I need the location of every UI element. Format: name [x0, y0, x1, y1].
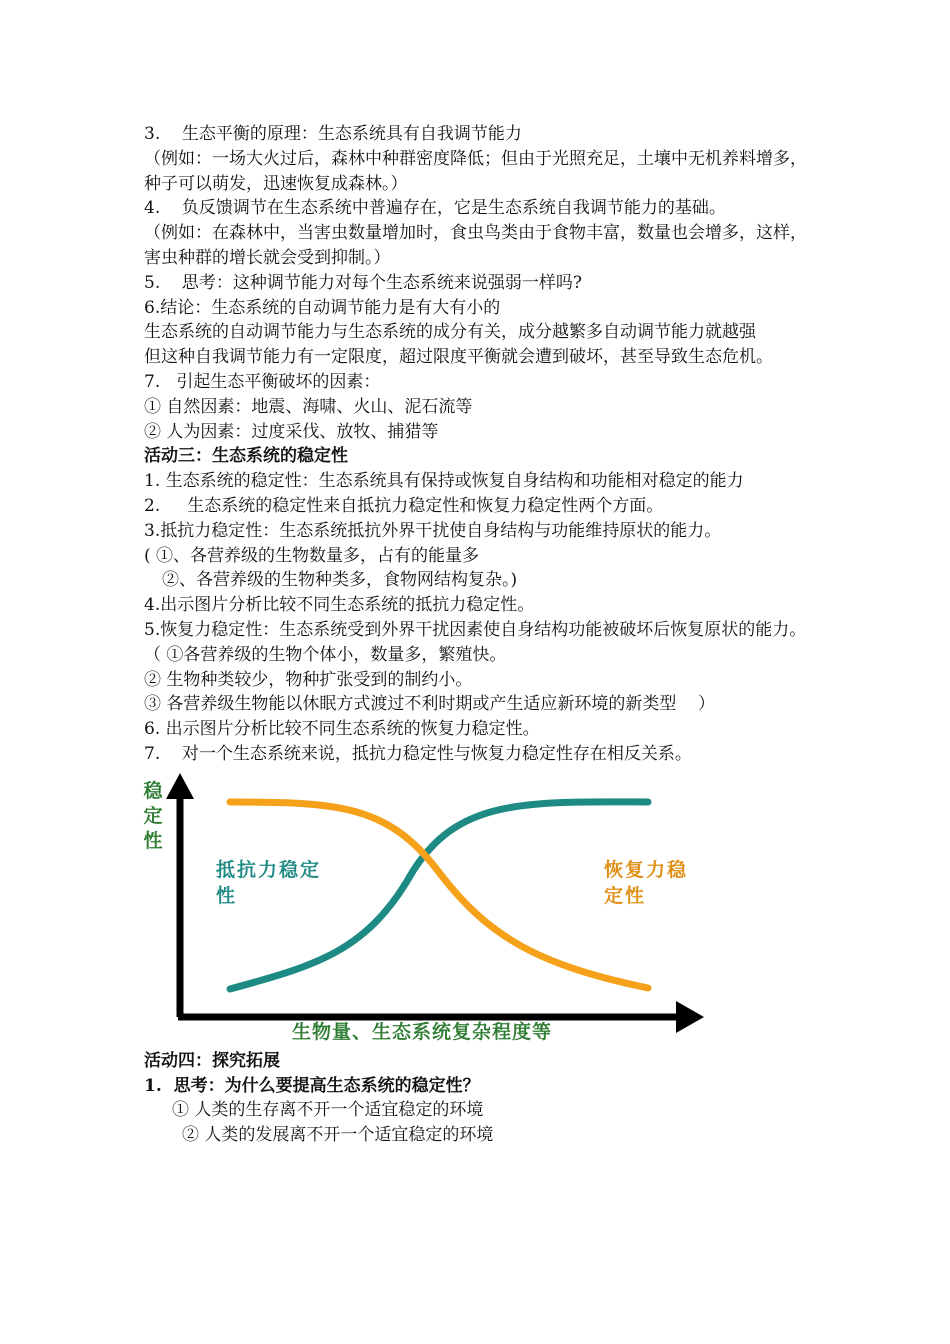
- answer-1: ① 人类的生存离不开一个适宜稳定的环境: [172, 1100, 484, 1121]
- answer-2: ② 人类的发展离不开一个适宜稳定的环境: [182, 1125, 494, 1146]
- resistance-curve-label: 抵抗力稳定性: [216, 858, 322, 907]
- paragraph-6: 6.结论：生态系统的自动调节能力是有大有小的: [144, 297, 501, 318]
- y-axis-label: 稳定性: [143, 779, 163, 852]
- activity-4-heading: 活动四：探究拓展: [144, 1050, 280, 1071]
- inverse-relation: 7. 对一个生态系统来说，抵抗力稳定性与恢复力稳定性存在相反关系。: [144, 743, 692, 764]
- stability-figure: [144, 771, 812, 1041]
- resistance-def: 3.抵抗力稳定性：生态系统抵抗外界干扰使自身结构与功能维持原状的能力。: [144, 520, 722, 541]
- factor-human: ② 人为因素：过度采伐、放牧、捕猎等: [144, 421, 439, 442]
- x-axis-label: 生物量、生态系统复杂程度等: [292, 1020, 553, 1043]
- recovery-def: 5.恢复力稳定性：生态系统受到外界干扰因素使自身结构功能被破坏后恢复原状的能力。: [144, 619, 807, 640]
- paragraph-7: 7. 引起生态平衡破坏的因素：: [144, 371, 381, 392]
- factor-natural: ① 自然因素：地震、海啸、火山、泥石流等: [144, 396, 473, 417]
- example-forest: （例如：在森林中，当害虫数量增加时，食虫鸟类由于食物丰富，数量也会增多，这样，害虫种群的增长就会受到抑制。）: [144, 223, 807, 268]
- conclusion-line-1: 生态系统的自动调节能力与生态系统的成分有关，成分越繁多自动调节能力就越强: [144, 322, 756, 343]
- recovery-point-1: （ ①各营养级的生物个体小，数量多，繁殖快。: [144, 644, 507, 665]
- recovery-figure-note: 6. 出示图片分析比较不同生态系统的恢复力稳定性。: [144, 719, 540, 740]
- resistance-point-2: ②、各营养级的生物种类多，食物网结构复杂。): [162, 570, 518, 591]
- recovery-curve-label: 恢复力稳定性: [604, 858, 689, 907]
- stability-sources: 2. 生态系统的稳定性来自抵抗力稳定性和恢复力稳定性两个方面。: [144, 495, 664, 516]
- resistance-figure-note: 4.出示图片分析比较不同生态系统的抵抗力稳定性。: [144, 595, 535, 616]
- question-1: 1. 思考：为什么要提高生态系统的稳定性？: [144, 1075, 480, 1096]
- resistance-point-1: ( ①、各营养级的生物数量多，占有的能量多: [144, 545, 480, 566]
- document-page: [144, 122, 812, 1148]
- example-fire: （例如：一场大火过后，森林中种群密度降低；但由于光照充足，土壤中无机养料增多，种子可以萌发，迅速恢复成森林。）: [144, 148, 807, 194]
- recovery-point-2: ② 生物种类较少，物种扩张受到的制约小。: [144, 669, 473, 690]
- y-axis-arrowhead: [166, 773, 194, 799]
- paragraph-5: 5. 思考：这种调节能力对每个生态系统来说强弱一样吗?: [144, 272, 582, 293]
- paragraph-3: 3. 生态平衡的原理：生态系统具有自我调节能力: [144, 124, 522, 144]
- paragraph-4: 4. 负反馈调节在生态系统中普遍存在，它是生态系统自我调节能力的基础。: [144, 198, 726, 219]
- recovery-point-3: ③ 各营养级生物能以休眠方式渡过不利时期或产生适应新环境的新类型 ）: [144, 694, 716, 715]
- x-axis-arrowhead: [676, 1001, 704, 1033]
- activity-3-heading: 活动三：生态系统的稳定性: [144, 446, 348, 467]
- stability-def: 1. 生态系统的稳定性：生态系统具有保持或恢复自身结构和功能相对稳定的能力: [144, 471, 744, 492]
- conclusion-line-2: 但这种自我调节能力有一定限度，超过限度平衡就会遭到破坏，甚至导致生态危机。: [144, 347, 773, 368]
